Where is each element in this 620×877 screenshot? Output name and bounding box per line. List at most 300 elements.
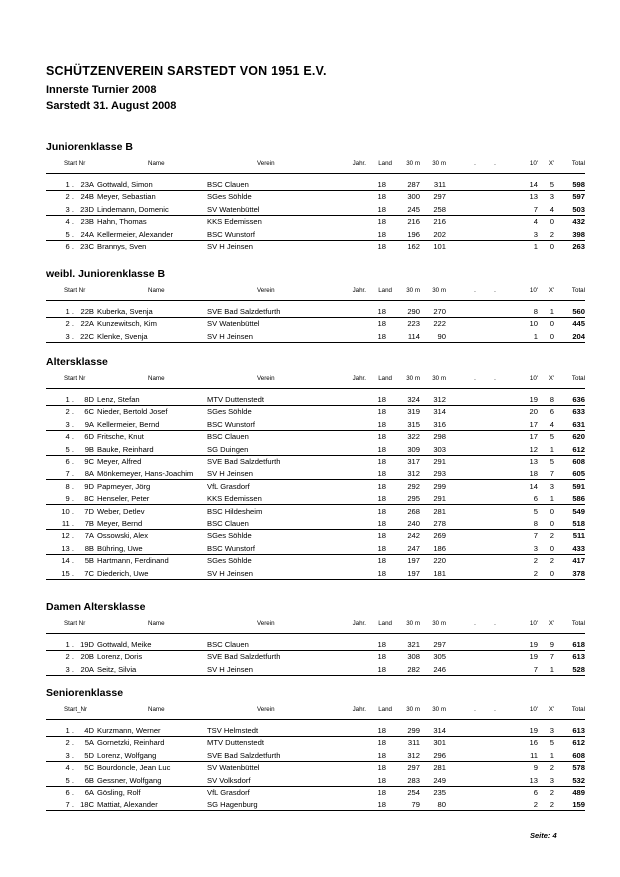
shooter-name: Nieder, Bertold Josef: [97, 407, 168, 417]
score-round-2: 291: [433, 457, 446, 466]
club-name: SVE Bad Salzdetfurth: [207, 750, 281, 760]
start-nr: 23D: [80, 204, 94, 214]
column-verein: Verein: [257, 160, 275, 167]
x-count: 5: [549, 738, 554, 748]
club-name: SVE Bad Salzdetfurth: [207, 457, 281, 466]
score-round-2: 90: [437, 331, 446, 341]
score-round-2: 316: [433, 419, 446, 429]
x-count: 2: [549, 556, 554, 566]
shooter-name: Meyer, Alfred: [97, 457, 142, 466]
tens-count: 20: [529, 407, 538, 417]
total-score: 503: [572, 204, 585, 214]
club-name: BSC Wunstorf: [207, 229, 255, 239]
rank: 4 .: [65, 432, 74, 442]
start-nr: 22A: [80, 319, 94, 329]
column-tens: 10': [529, 375, 538, 382]
club-name: SV Watenbüttel: [207, 319, 260, 329]
table-row: [0, 179, 620, 191]
score-round-2: 186: [433, 543, 446, 553]
x-count: 1: [549, 444, 554, 454]
rank: 11 .: [61, 519, 74, 528]
tens-count: 2: [533, 568, 538, 578]
club-name: BSC Clauen: [207, 640, 249, 649]
score-round-2: 258: [433, 204, 446, 214]
shooter-name: Lorenz, Doris: [97, 652, 143, 662]
row-rule: [46, 342, 585, 343]
tens-count: 17: [529, 432, 538, 442]
score-round-1: 287: [407, 180, 420, 189]
column-header: [0, 620, 620, 632]
total-score: 613: [572, 652, 585, 662]
x-count: 2: [549, 800, 554, 810]
start-nr: 9C: [84, 457, 94, 466]
total-score: 598: [572, 180, 585, 189]
rank: 6 .: [65, 788, 74, 797]
shooter-name: Mattiat, Alexander: [97, 800, 158, 810]
land-value: 18: [377, 319, 386, 329]
start-nr: 22B: [80, 307, 94, 316]
shooter-name: Kunzewitsch, Kim: [97, 319, 157, 329]
column-x: X': [548, 160, 554, 167]
table-row: [0, 456, 620, 468]
column-total: Total: [571, 287, 585, 294]
score-round-1: 295: [407, 494, 420, 504]
club-name: SV Watenbüttel: [207, 763, 260, 773]
land-value: 18: [377, 192, 386, 202]
start-nr: 24A: [80, 229, 94, 239]
rank: 7 .: [65, 800, 74, 810]
land-value: 18: [377, 481, 386, 491]
club-name: SG Duingen: [207, 444, 249, 454]
x-count: 3: [549, 481, 554, 491]
land-value: 18: [377, 800, 386, 810]
x-count: 3: [549, 726, 554, 735]
club-name: SV H Jeinsen: [207, 664, 254, 674]
shooter-name: Brannys, Sven: [97, 242, 147, 251]
start-nr: 9A: [84, 419, 94, 429]
start-nr: 7D: [84, 506, 94, 516]
column-jahr: Jahr.: [352, 160, 366, 167]
shooter-name: Bühring, Uwe: [97, 543, 143, 553]
total-score: 636: [572, 395, 585, 404]
table-row: [0, 394, 620, 406]
score-round-1: 223: [407, 319, 420, 329]
row-rule: [46, 675, 585, 676]
club-name: BSC Clauen: [207, 519, 249, 528]
x-count: 2: [549, 531, 554, 541]
tens-count: 6: [533, 788, 538, 797]
shooter-name: Kuberka, Svenja: [97, 307, 153, 316]
score-round-1: 308: [407, 652, 420, 662]
x-count: 7: [549, 469, 554, 479]
rank: 1 .: [65, 395, 74, 404]
land-value: 18: [377, 307, 386, 316]
column-dot-2: .: [494, 375, 496, 382]
shooter-name: Ossowski, Alex: [97, 531, 149, 541]
start-nr: 5C: [84, 763, 94, 773]
tens-count: 2: [533, 556, 538, 566]
column-30m-1: 30 m: [406, 706, 420, 713]
header-rule: [46, 633, 585, 634]
score-round-1: 300: [407, 192, 420, 202]
section-title: Juniorenklasse B: [46, 141, 133, 153]
score-round-2: 297: [433, 640, 446, 649]
score-round-2: 281: [433, 763, 446, 773]
column-verein: Verein: [257, 706, 275, 713]
total-score: 378: [572, 568, 585, 578]
table-row: [0, 216, 620, 228]
land-value: 18: [377, 407, 386, 417]
column-total: Total: [571, 160, 585, 167]
table-row: [0, 431, 620, 443]
column-land: Land: [378, 160, 392, 167]
tens-count: 14: [529, 481, 538, 491]
total-score: 618: [572, 640, 585, 649]
club-name: SV H Jeinsen: [207, 242, 254, 251]
start-nr: 8C: [84, 494, 94, 504]
x-count: 2: [549, 788, 554, 797]
tens-count: 5: [533, 506, 538, 516]
score-round-2: 301: [433, 738, 446, 748]
row-rule: [46, 810, 585, 811]
rank: 3 .: [65, 331, 74, 341]
club-name: MTV Duttenstedt: [207, 738, 264, 748]
tens-count: 6: [533, 494, 538, 504]
column-jahr: Jahr.: [352, 706, 366, 713]
club-name: BSC Clauen: [207, 180, 249, 189]
tens-count: 13: [529, 192, 538, 202]
table-row: [0, 799, 620, 811]
club-name: SGes Söhlde: [207, 556, 252, 566]
tens-count: 2: [533, 800, 538, 810]
page-number: Seite: 4: [530, 831, 557, 840]
shooter-name: Mönkemeyer, Hans-Joachim: [97, 469, 194, 479]
score-round-2: 293: [433, 469, 446, 479]
table-row: [0, 204, 620, 216]
start-nr: 7B: [84, 519, 94, 528]
x-count: 4: [549, 204, 554, 214]
x-count: 9: [549, 640, 554, 649]
column-total: Total: [571, 375, 585, 382]
score-round-2: 181: [433, 568, 446, 578]
x-count: 7: [549, 652, 554, 662]
land-value: 18: [377, 180, 386, 189]
tens-count: 19: [529, 726, 538, 735]
start-nr: 6C: [84, 407, 94, 417]
land-value: 18: [377, 457, 386, 466]
start-nr: 24B: [80, 192, 94, 202]
column-name: Name: [148, 620, 165, 627]
score-round-1: 321: [407, 640, 420, 649]
column-dot-2: .: [494, 620, 496, 627]
column-name: Name: [148, 160, 165, 167]
column-30m-1: 30 m: [406, 287, 420, 294]
score-round-1: 315: [407, 419, 420, 429]
x-count: 0: [549, 568, 554, 578]
column-name: Name: [148, 375, 165, 382]
shooter-name: Gessner, Wolfgang: [97, 775, 162, 785]
rank: 7 .: [65, 469, 74, 479]
column-header: [0, 287, 620, 299]
column-tens: 10': [529, 160, 538, 167]
shooter-name: Weber, Detlev: [97, 506, 145, 516]
table-row: [0, 318, 620, 330]
x-count: 1: [549, 664, 554, 674]
shooter-name: Seitz, Silvia: [97, 664, 137, 674]
table-row: [0, 506, 620, 518]
score-round-1: 317: [407, 457, 420, 466]
land-value: 18: [377, 432, 386, 442]
row-rule: [46, 579, 585, 580]
column-verein: Verein: [257, 375, 275, 382]
tens-count: 8: [533, 519, 538, 528]
rank: 2 .: [65, 652, 74, 662]
table-row: [0, 406, 620, 418]
column-name: Name: [148, 706, 165, 713]
column-total: Total: [571, 620, 585, 627]
score-round-2: 281: [433, 506, 446, 516]
x-count: 1: [549, 494, 554, 504]
header-rule: [46, 719, 585, 720]
total-score: 263: [572, 242, 585, 251]
total-score: 620: [572, 432, 585, 442]
club-name: KKS Edemissen: [207, 217, 262, 227]
column-30m-1: 30 m: [406, 620, 420, 627]
rank: 2 .: [65, 738, 74, 748]
x-count: 3: [549, 775, 554, 785]
score-round-1: 297: [407, 763, 420, 773]
column-land: Land: [378, 706, 392, 713]
score-round-2: 297: [433, 192, 446, 202]
score-round-1: 312: [407, 469, 420, 479]
rank: 3 .: [65, 204, 74, 214]
score-round-1: 268: [407, 506, 420, 516]
rank: 13 .: [61, 543, 74, 553]
start-nr: 23A: [80, 180, 94, 189]
rank: 5 .: [65, 444, 74, 454]
score-round-1: 242: [407, 531, 420, 541]
tens-count: 17: [529, 419, 538, 429]
land-value: 18: [377, 543, 386, 553]
table-row: [0, 444, 620, 456]
land-value: 18: [377, 738, 386, 748]
total-score: 511: [572, 531, 585, 541]
x-count: 5: [549, 432, 554, 442]
start-nr: 20B: [80, 652, 94, 662]
column-verein: Verein: [257, 620, 275, 627]
x-count: 5: [549, 180, 554, 189]
rank: 12 .: [61, 531, 74, 541]
rank: 10 .: [61, 506, 74, 516]
score-round-1: 324: [407, 395, 420, 404]
column-start-nr: Start Nr: [64, 375, 86, 382]
tens-count: 19: [529, 640, 538, 649]
rank: 3 .: [65, 664, 74, 674]
score-round-2: 101: [433, 242, 446, 251]
shooter-name: Fritsche, Knut: [97, 432, 144, 442]
table-row: [0, 530, 620, 542]
club-name: BSC Hildesheim: [207, 506, 263, 516]
club-name: SGes Söhlde: [207, 407, 252, 417]
table-row: [0, 468, 620, 480]
score-round-2: 246: [433, 664, 446, 674]
club-name: SVE Bad Salzdetfurth: [207, 652, 281, 662]
tens-count: 19: [529, 652, 538, 662]
start-nr: 6D: [84, 432, 94, 442]
shooter-name: Gottwald, Meike: [97, 640, 152, 649]
total-score: 586: [572, 494, 585, 504]
score-round-2: 202: [433, 229, 446, 239]
x-count: 1: [549, 307, 554, 316]
column-start-nr: Start Nr: [64, 620, 86, 627]
score-round-1: 196: [407, 229, 420, 239]
score-round-1: 309: [407, 444, 420, 454]
event-title: Innerste Turnier 2008: [46, 84, 157, 96]
column-dot-2: .: [494, 287, 496, 294]
score-round-1: 311: [407, 738, 420, 748]
table-row: [0, 555, 620, 567]
column-tens: 10': [529, 287, 538, 294]
land-value: 18: [377, 788, 386, 797]
rank: 2 .: [65, 192, 74, 202]
total-score: 518: [572, 519, 585, 528]
shooter-name: Gottwald, Simon: [97, 180, 153, 189]
table-row: [0, 775, 620, 787]
total-score: 489: [572, 788, 585, 797]
shooter-name: Meyer, Bernd: [97, 519, 143, 528]
section-title: weibl. Juniorenklasse B: [46, 268, 166, 280]
club-name: MTV Duttenstedt: [207, 395, 264, 404]
x-count: 3: [549, 192, 554, 202]
score-round-1: 216: [407, 217, 420, 227]
tens-count: 11: [530, 750, 538, 760]
land-value: 18: [377, 217, 386, 227]
column-30m-2: 30 m: [432, 620, 446, 627]
tens-count: 7: [533, 531, 538, 541]
total-score: 605: [572, 469, 585, 479]
club-name: VfL Grasdorf: [207, 481, 250, 491]
x-count: 0: [549, 319, 554, 329]
result-section: [0, 601, 620, 680]
table-row: [0, 493, 620, 505]
club-name: BSC Wunstorf: [207, 419, 255, 429]
table-row: [0, 229, 620, 241]
score-round-1: 322: [407, 432, 420, 442]
land-value: 18: [377, 494, 386, 504]
rank: 4 .: [65, 217, 74, 227]
score-round-1: 79: [411, 800, 420, 810]
score-round-2: 235: [433, 788, 446, 797]
total-score: 633: [572, 407, 585, 417]
start-nr: 6A: [84, 788, 94, 797]
rank: 4 .: [65, 763, 74, 773]
land-value: 18: [377, 531, 386, 541]
land-value: 18: [377, 775, 386, 785]
place-date: Sarstedt 31. August 2008: [46, 100, 177, 112]
score-round-2: 303: [433, 444, 446, 454]
score-round-1: 254: [407, 788, 420, 797]
header-rule: [46, 300, 585, 301]
tens-count: 4: [533, 217, 538, 227]
column-jahr: Jahr.: [352, 375, 366, 382]
land-value: 18: [377, 568, 386, 578]
score-round-2: 299: [433, 481, 446, 491]
score-round-1: 290: [407, 307, 420, 316]
start-nr: 23B: [80, 217, 94, 227]
total-score: 608: [572, 750, 585, 760]
rank: 3 .: [65, 419, 74, 429]
start-nr: 9D: [84, 481, 94, 491]
start-nr: 18C: [80, 800, 94, 810]
land-value: 18: [377, 242, 386, 251]
land-value: 18: [377, 229, 386, 239]
column-header: [0, 706, 620, 718]
land-value: 18: [377, 469, 386, 479]
column-jahr: Jahr.: [352, 287, 366, 294]
tens-count: 7: [533, 664, 538, 674]
total-score: 612: [572, 444, 585, 454]
column-tens: 10': [529, 620, 538, 627]
rank: 9 .: [65, 494, 74, 504]
result-section: [0, 356, 620, 584]
column-30m-1: 30 m: [406, 375, 420, 382]
result-section: [0, 268, 620, 347]
column-dot-2: .: [494, 706, 496, 713]
x-count: 0: [549, 519, 554, 528]
rank: 14 .: [61, 556, 74, 566]
x-count: 6: [549, 407, 554, 417]
start-nr: 20A: [80, 664, 94, 674]
score-round-1: 319: [407, 407, 420, 417]
x-count: 5: [549, 457, 554, 466]
land-value: 18: [377, 640, 386, 649]
column-verein: Verein: [257, 287, 275, 294]
table-row: [0, 419, 620, 431]
score-round-2: 270: [433, 307, 446, 316]
tens-count: 13: [529, 775, 538, 785]
shooter-name: Lorenz, Wolfgang: [97, 750, 157, 760]
column-dot-1: .: [474, 160, 476, 167]
rank: 1 .: [65, 640, 74, 649]
score-round-2: 305: [433, 652, 446, 662]
tens-count: 3: [533, 543, 538, 553]
land-value: 18: [377, 331, 386, 341]
club-name: SV Watenbüttel: [207, 204, 260, 214]
club-name: BSC Clauen: [207, 432, 249, 442]
land-value: 18: [377, 664, 386, 674]
table-row: [0, 639, 620, 651]
club-name: SVE Bad Salzdetfurth: [207, 307, 281, 316]
score-round-2: 220: [433, 556, 446, 566]
score-round-1: 299: [407, 726, 420, 735]
column-x: X': [548, 620, 554, 627]
table-row: [0, 787, 620, 799]
total-score: 159: [572, 800, 585, 810]
shooter-name: Diederich, Uwe: [97, 568, 149, 578]
score-round-2: 291: [433, 494, 446, 504]
tens-count: 18: [529, 469, 538, 479]
tens-count: 16: [529, 738, 538, 748]
column-dot-1: .: [474, 620, 476, 627]
column-start-nr: Start Nr: [64, 287, 86, 294]
shooter-name: Bourdoncle, Jean Luc: [97, 763, 171, 773]
rank: 1 .: [65, 180, 74, 189]
club-name: SV H Jeinsen: [207, 331, 254, 341]
club-name: KKS Edemissen: [207, 494, 262, 504]
score-round-2: 312: [433, 395, 446, 404]
score-round-2: 311: [433, 180, 446, 189]
land-value: 18: [377, 726, 386, 735]
